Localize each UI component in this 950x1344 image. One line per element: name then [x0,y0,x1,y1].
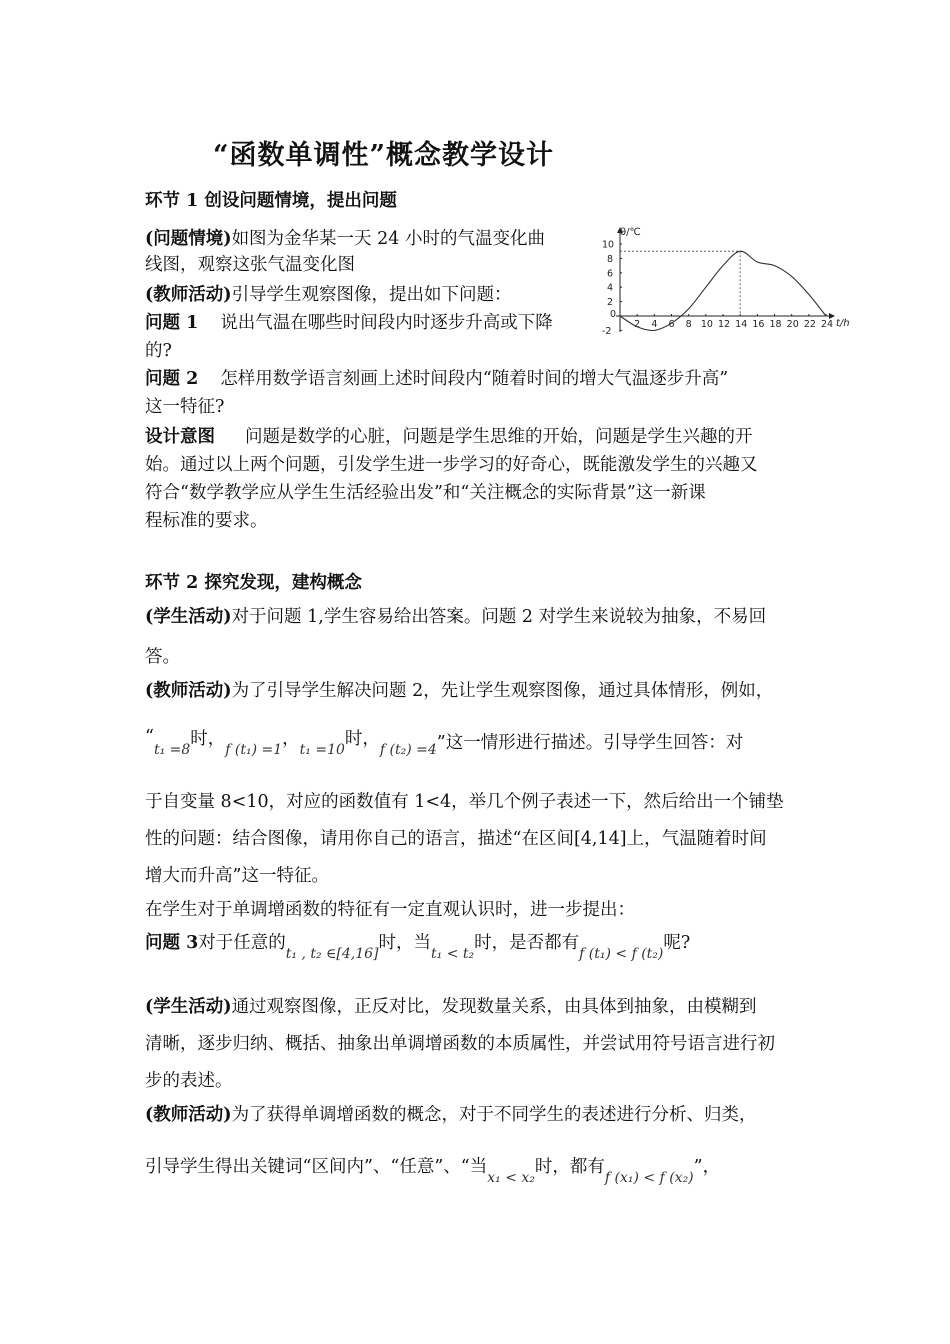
question2-text-1: 怎样用数学语言刻画上述时间段内“随着时间的增大气温逐步升高” [220,369,729,389]
question1-text-1: 说出气温在哪些时间段内时逐步升高或下降 [220,313,553,333]
formula-f-x1-lt-f-x2: f (x₁) < f (x₂) [604,1170,694,1186]
teacher-activity-2-text-3: 时，都有 [534,1157,605,1177]
x-tick-labels [610,309,833,330]
situation-label: (问题情境) [145,229,232,249]
student-activity-2-label: (学生活动) [145,997,232,1017]
question1-label: 问题 1 [145,313,199,333]
formula-f-t1: f (t₁) =1 [225,742,283,758]
x-tick-label: 18 [769,319,782,330]
design-line-3: 符合“数学教学应从学生生活经验出发”和“关注概念的实际背景”这一新课 [145,483,706,503]
design-line-2: 始。通过以上两个问题，引发学生进一步学习的好奇心，既能激发学生的兴趣又 [145,455,758,475]
peak-guides [620,251,740,316]
formula-t1-t2-interval: t₁ , t₂ ∈[4,16] [285,946,379,962]
section1-heading: 环节 1 创设问题情境，提出问题 [145,191,397,211]
situation-line-2: 线图，观察这张气温变化图 [145,255,355,275]
page-title: “函数单调性”概念教学设计 [213,140,555,171]
student-activity-1-line-1 [145,605,766,629]
teacher-activity-2-line-1 [145,1103,757,1127]
y-tick-labels [602,240,622,337]
student-activity-2-line-3: 步的表述。 [145,1071,233,1091]
text-shi-1: 时， [190,729,226,749]
design-label: 设计意图 [145,427,215,447]
question1-line-2: 的? [145,341,172,361]
x-tick-label: 24 [821,319,834,330]
x-axis-label: t/h [836,318,850,329]
question1-line-1 [145,311,553,335]
x-tick-label: 0 [610,309,617,320]
text-shi-2: 时， [344,729,380,749]
section2-heading: 环节 2 探究发现，建构概念 [145,573,362,593]
teacher-activity-1-label: (教师活动) [145,681,232,701]
situation-line-1 [145,227,545,251]
question2-line-2: 这一特征? [145,397,225,417]
teacher-activity-2-line-2 [145,1155,721,1186]
formula-t1-lt-t2: t₁ < t₂ [431,946,475,962]
x-tick-label: 16 [752,319,765,330]
paragraph-intro-q3: 在学生对于单调增函数的特征有一定直观认识时，进一步提出： [145,900,635,920]
x-tick-label: 10 [700,319,713,330]
question3-label: 问题 3 [145,933,199,953]
teacher-activity-2-text-4: ”， [693,1157,721,1177]
formula-f-t1-lt-f-t2: f (t₁) < f (t₂) [579,946,664,962]
formula-t1-8: t₁ =8 [153,742,191,758]
question3-text-2: 时，当 [378,933,432,953]
open-quote: “ [145,727,154,747]
x-tick-label: 22 [803,319,816,330]
formula-f-t2: f (t₂) =4 [379,742,437,758]
x-tick-label: 12 [718,319,731,330]
x-tick-label: 4 [651,319,658,330]
design-line-1 [145,425,753,449]
student-activity-2-line-2: 清晰，逐步归纳、概括、抽象出单调增函数的本质属性，并尝试用符号语言进行初 [145,1034,775,1054]
teacher-activity-1-line-5: 增大而升高”这一特征。 [145,866,329,886]
question3-text-4: 呢? [663,933,691,953]
design-line-4: 程标准的要求。 [145,511,268,531]
student-activity-1-line-2: 答。 [145,647,180,667]
teacher-activity-1-line-1 [145,679,773,703]
teacher-activity-1-line-2 [145,727,744,758]
x-tick-label: 8 [685,319,692,330]
student-activity-2-line-1 [145,995,757,1019]
x-tick-label: 2 [634,319,641,330]
student-activity-1-label: (学生活动) [145,607,232,627]
teacher-activity-1-text-1: 为了引导学生解决问题 2，先让学生观察图像，通过具体情形，例如， [231,681,774,701]
teacher-activity-1-tail: ”这一情形进行描述。引导学生回答：对 [436,733,744,753]
temperature-chart [598,220,854,340]
x-tick-label: 20 [786,319,799,330]
question3-line [145,931,691,962]
question3-text-1: 对于任意的 [198,933,286,953]
y-tick-label: 10 [602,239,615,251]
teacher-activity-1-line-4: 性的问题：结合图像，请用你自己的语言，描述“在区间[4,14]上，气温随着时间 [145,829,767,849]
teacher-text: 引导学生观察图像，提出如下问题： [231,285,512,305]
formula-x1-lt-x2: x₁ < x₂ [487,1170,535,1186]
x-tick-label: 6 [668,319,675,330]
y-tick-label: -2 [602,325,612,337]
x-tick-label: 14 [735,319,748,330]
teacher-line [145,283,512,307]
formula-t1-10: t₁ =10 [299,742,345,758]
teacher-activity-2-text-2: 引导学生得出关键词“区间内”、“任意”、“当 [145,1157,488,1177]
y-tick-label: 8 [607,253,614,265]
teacher-activity-2-text-1: 为了获得单调增函数的概念，对于不同学生的表述进行分析、归类， [231,1105,757,1125]
question2-line-1 [145,367,728,391]
student-activity-1-text-1: 对于问题 1,学生容易给出答案。问题 2 对学生来说较为抽象，不易回 [231,607,767,627]
question3-text-3: 时，是否都有 [474,933,580,953]
question2-label: 问题 2 [145,369,199,389]
y-axis-label: θ/℃ [620,227,641,238]
teacher-activity-1-line-3: 于自变量 8<10，对应的函数值有 1<4，举几个例子表述一下，然后给出一个铺垫 [145,792,784,812]
y-tick-label: 4 [607,282,614,294]
teacher-activity-2-label: (教师活动) [145,1105,232,1125]
y-tick-label: 6 [607,268,614,280]
y-tick-label: 2 [607,297,614,309]
text-comma: ， [282,729,300,749]
teacher-label: (教师活动) [145,285,232,305]
student-activity-2-text-1: 通过观察图像，正反对比，发现数量关系，由具体到抽象，由模糊到 [231,997,757,1017]
situation-text-1: 如图为金华某一天 24 小时的气温变化曲 [231,229,545,249]
design-text-1: 问题是数学的心脏，问题是学生思维的开始，问题是学生兴趣的开 [245,427,753,447]
